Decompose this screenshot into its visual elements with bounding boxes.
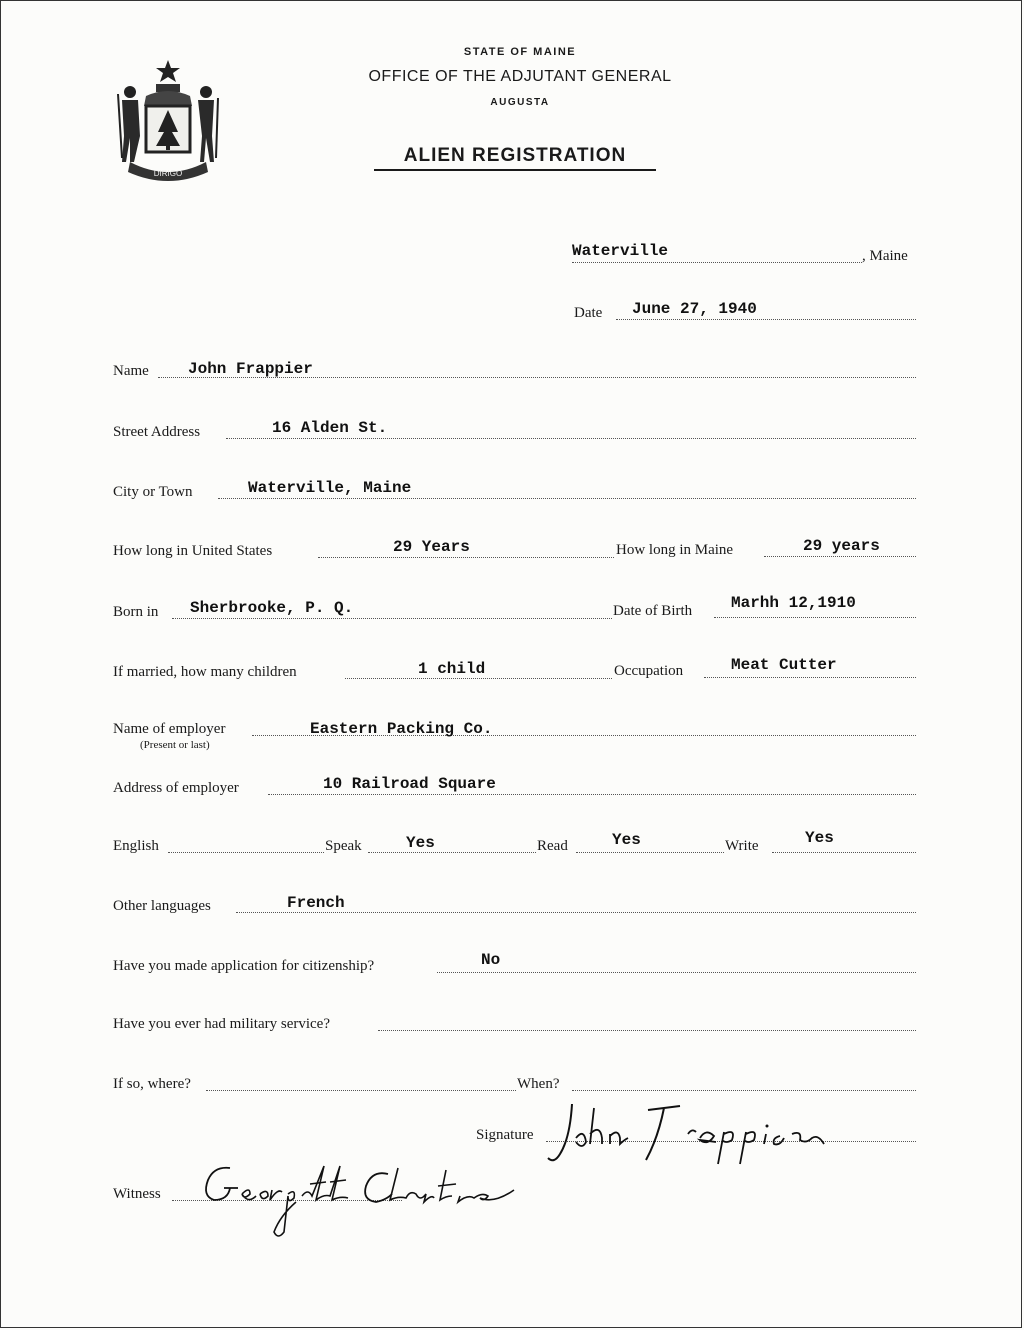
where-line	[206, 1090, 516, 1091]
years-maine-label: How long in Maine	[616, 542, 734, 558]
date-line	[616, 319, 916, 320]
location-suffix: , Maine	[862, 248, 908, 264]
born-in-line	[172, 618, 612, 619]
dob-value: Marhh 12,1910	[731, 594, 856, 612]
city-value: Waterville, Maine	[248, 479, 412, 497]
street-address-label: Street Address	[113, 424, 201, 440]
signature-label: Signature	[476, 1127, 534, 1143]
when-line	[572, 1090, 916, 1091]
read-line	[576, 852, 724, 853]
read-label: Read	[537, 838, 568, 854]
form-title: ALIEN REGISTRATION	[374, 145, 656, 171]
dob-line	[714, 617, 916, 618]
seal-motto: DIRIGO	[153, 169, 183, 178]
children-label: If married, how many children	[113, 664, 297, 680]
other-languages-value: French	[287, 894, 345, 912]
citizenship-line	[437, 972, 916, 973]
office-heading: OFFICE OF THE ADJUTANT GENERAL	[368, 68, 672, 85]
years-us-value: 29 Years	[393, 538, 470, 556]
speak-value: Yes	[406, 834, 435, 852]
citizenship-value: No	[481, 951, 501, 969]
speak-line	[368, 852, 536, 853]
military-line	[378, 1030, 916, 1031]
write-value: Yes	[805, 829, 834, 847]
occupation-label: Occupation	[614, 663, 684, 679]
employer-address-line	[268, 794, 916, 795]
born-in-label: Born in	[113, 604, 159, 620]
years-us-line	[318, 557, 614, 558]
read-value: Yes	[612, 831, 641, 849]
military-label: Have you ever had military service?	[113, 1016, 330, 1032]
employer-label: Name of employer	[113, 721, 226, 737]
date-label: Date	[574, 305, 603, 321]
when-label: When?	[517, 1076, 560, 1092]
citizenship-label: Have you made application for citizenship?	[113, 958, 375, 974]
witness-handwriting	[184, 1160, 544, 1244]
children-value: 1 child	[418, 660, 486, 678]
speak-label: Speak	[325, 838, 362, 854]
city-line	[218, 498, 916, 499]
years-maine-value: 29 years	[803, 537, 880, 555]
city-heading: AUGUSTA	[490, 97, 550, 108]
english-label: English	[113, 838, 159, 854]
where-label: If so, where?	[113, 1076, 191, 1092]
employer-address-label: Address of employer	[113, 780, 239, 796]
signature-handwriting	[540, 1098, 860, 1170]
street-address-line	[226, 438, 916, 439]
occupation-value: Meat Cutter	[731, 656, 837, 674]
occupation-line	[704, 677, 916, 678]
years-maine-line	[764, 556, 916, 557]
name-value: John Frappier	[188, 360, 313, 378]
write-label: Write	[725, 838, 759, 854]
name-label: Name	[113, 363, 149, 379]
other-languages-line	[236, 912, 916, 913]
state-heading: STATE OF MAINE	[463, 46, 577, 58]
location-value: Waterville	[572, 242, 669, 260]
location-line	[572, 262, 862, 263]
born-in-value: Sherbrooke, P. Q.	[190, 599, 354, 617]
children-line	[345, 678, 612, 679]
city-label: City or Town	[113, 484, 193, 500]
employer-sublabel: (Present or last)	[140, 739, 210, 751]
employer-address-value: 10 Railroad Square	[323, 775, 496, 793]
dob-label: Date of Birth	[613, 603, 693, 619]
witness-label: Witness	[113, 1186, 161, 1202]
write-line	[772, 852, 916, 853]
employer-value: Eastern Packing Co.	[310, 720, 493, 738]
street-address-value: 16 Alden St.	[272, 419, 388, 437]
years-us-label: How long in United States	[113, 543, 273, 559]
english-line	[168, 852, 324, 853]
other-languages-label: Other languages	[113, 898, 211, 914]
date-value: June 27, 1940	[632, 300, 757, 318]
maine-state-seal	[112, 58, 224, 186]
